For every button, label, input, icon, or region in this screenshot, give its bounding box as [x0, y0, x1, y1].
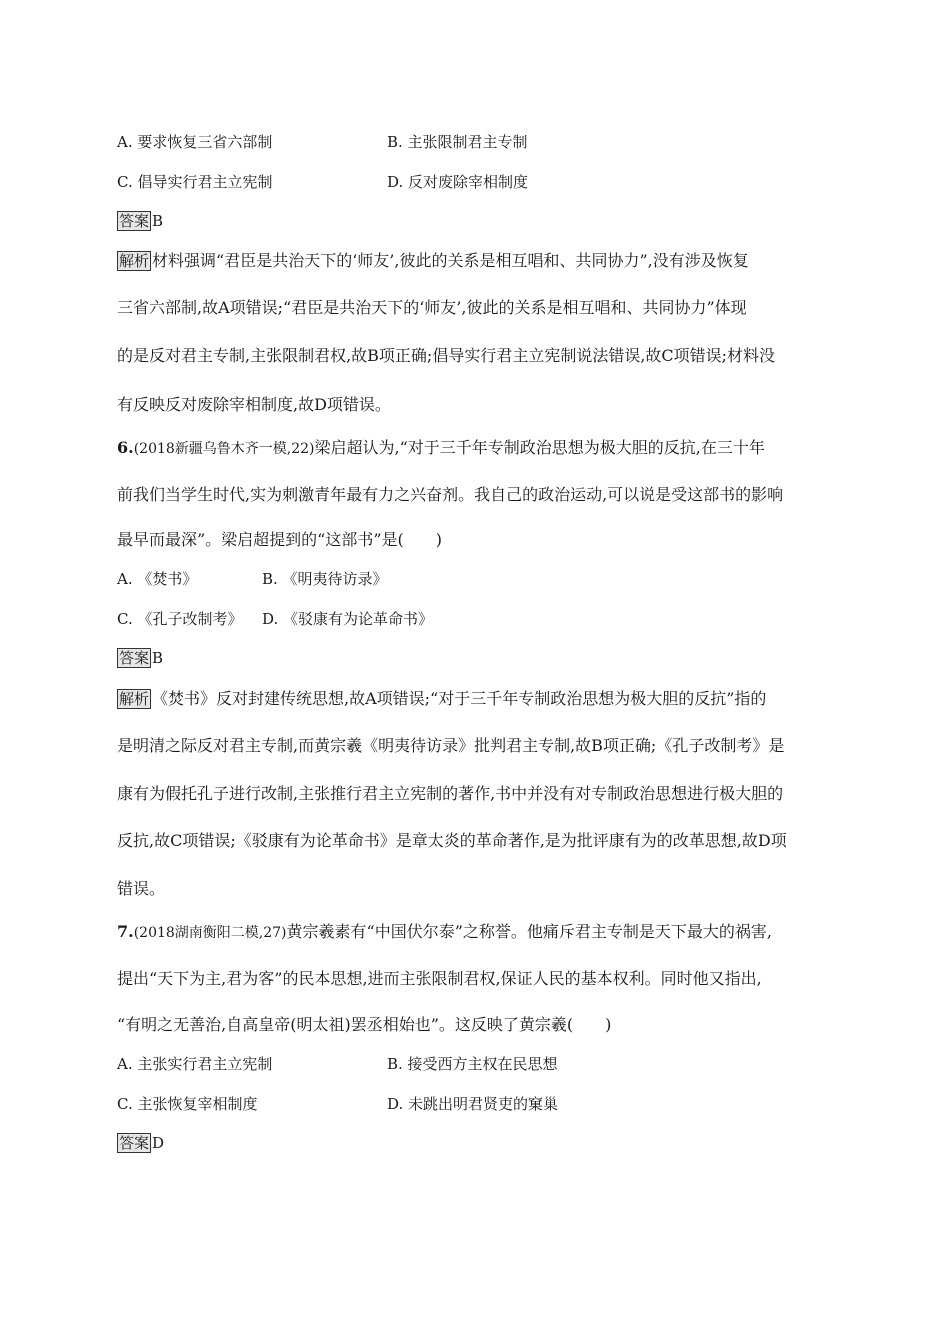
q6-analysis-line-5: 错误。 [117, 879, 166, 898]
stem-text: 黄宗羲素有“中国伏尔泰”之称誉。他痛斥君主专制是天下最大的祸害, [286, 922, 772, 941]
q7-stem-line-1 [117, 921, 772, 944]
q5-option-c: C. 倡导实行君主立宪制 [117, 173, 273, 191]
q7-option-c: C. 主张恢复宰相制度 [117, 1095, 258, 1113]
q7-option-d: D. 未跳出明君贤吏的窠巢 [387, 1095, 559, 1113]
q5-option-d: D. 反对废除宰相制度 [387, 173, 529, 191]
q5-option-a: A. 要求恢复三省六部制 [117, 133, 273, 151]
q7-option-a: A. 主张实行君主立宪制 [117, 1055, 273, 1073]
q7-stem-line-3: “有明之无善治,自高皇帝(明太祖)罢丞相始也”。这反映了黄宗羲( ) [117, 1015, 612, 1034]
q6-option-b: B. 《明夷待访录》 [262, 570, 388, 588]
answer-value: B [152, 212, 164, 230]
q5-analysis-line-2: 三省六部制,故A项错误;“君臣是共治天下的‘师友’,彼此的关系是相互唱和、共同协力”体现 [117, 298, 747, 317]
q6-stem-line-3: 最早而最深”。梁启超提到的“这部书”是( ) [117, 530, 443, 549]
q6-analysis-line-2: 是明清之际反对君主专制,而黄宗羲《明夷待访录》批判君主专制,故B项正确;《孔子改制考》是 [117, 736, 785, 755]
q6-analysis-line-4: 反抗,故C项错误;《驳康有为论革命书》是章太炎的革命著作,是为批评康有为的改革思想,故D项 [117, 831, 787, 850]
q7-answer [117, 1132, 164, 1154]
answer-value: B [152, 649, 164, 667]
question-source: (2018新疆乌鲁木齐一模,22) [133, 441, 315, 457]
q6-analysis-line-1 [117, 688, 766, 710]
q6-stem-line-1 [117, 437, 765, 460]
q5-answer [117, 210, 163, 232]
q6-analysis-line-3: 康有为假托孔子进行改制,主张推行君主立宪制的著作,书中并没有对专制政治思想进行极大胆的 [117, 784, 784, 803]
q6-option-d: D. 《驳康有为论革命书》 [262, 610, 434, 628]
answer-label: 答案 [119, 649, 150, 667]
answer-label: 答案 [119, 1134, 150, 1152]
analysis-text: 《焚书》反对封建传统思想,故A项错误;“对于三千年专制政治思想为极大胆的反抗”指的 [152, 689, 767, 708]
analysis-text: 材料强调“君臣是共治天下的‘师友’,彼此的关系是相互唱和、共同协力”,没有涉及恢复 [152, 251, 749, 270]
q6-stem-line-2: 前我们当学生时代,实为刺激青年最有力之兴奋剂。我自己的政治运动,可以说是受这部书的影响 [117, 485, 784, 504]
q5-analysis-line-4: 有反映反对废除宰相制度,故D项错误。 [117, 395, 391, 414]
analysis-label: 解析 [119, 252, 150, 270]
q5-analysis-line-3: 的是反对君主专制,主张限制君权,故B项正确;倡导实行君主立宪制说法错误,故C项错误;材料没 [117, 346, 776, 365]
question-number: 7. [117, 922, 134, 941]
analysis-label: 解析 [119, 690, 150, 708]
stem-text: 梁启超认为,“对于三千年专制政治思想为极大胆的反抗,在三十年 [314, 438, 765, 457]
q7-option-b: B. 接受西方主权在民思想 [387, 1055, 558, 1073]
q6-option-a: A. 《焚书》 [117, 570, 198, 588]
q6-answer [117, 647, 163, 669]
q7-stem-line-2: 提出“天下为主,君为客”的民本思想,进而主张限制君权,保证人民的基本权利。同时他又指出, [117, 969, 762, 988]
q5-option-b: B. 主张限制君主专制 [387, 133, 528, 151]
question-source: (2018湖南衡阳二模,27) [133, 925, 287, 941]
answer-value: D [152, 1134, 165, 1152]
q6-option-c: C. 《孔子改制考》 [117, 610, 243, 628]
question-number: 6. [117, 438, 134, 457]
answer-label: 答案 [119, 212, 150, 230]
q5-analysis-line-1 [117, 250, 749, 272]
